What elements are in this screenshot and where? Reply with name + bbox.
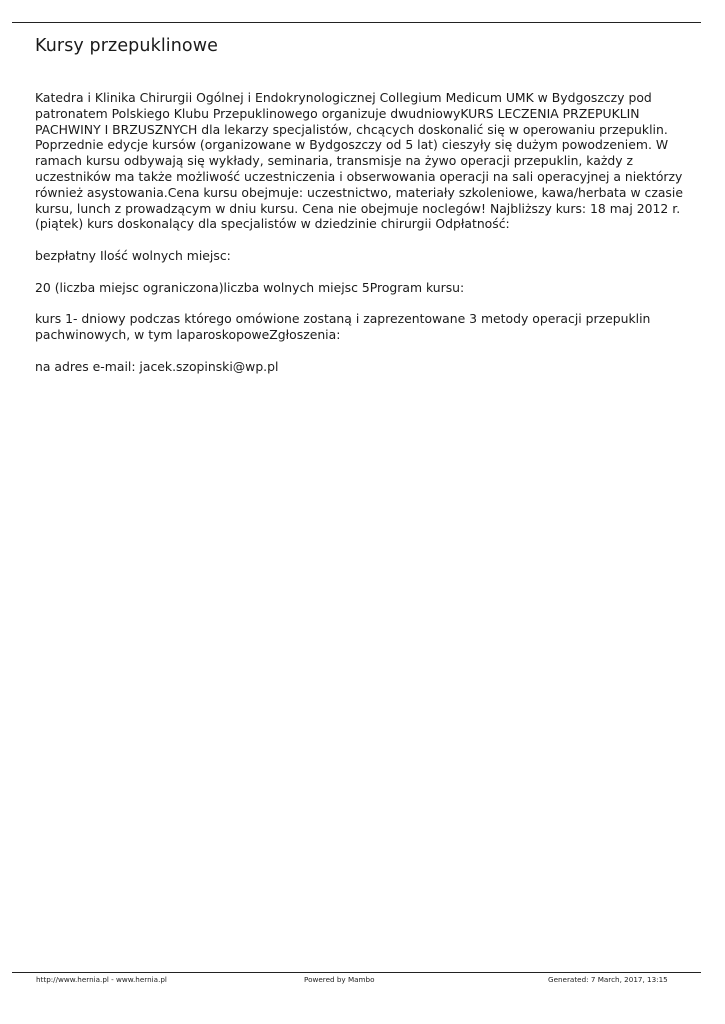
intro-line: również asystowania.Cena kursu obejmuje: uczestnictwo, materiały szkoleniowe, kawa/herbata w czasie [35,184,683,200]
program-line: kurs 1- dniowy podczas którego omówione zostaną i zaprezentowane 3 metody operacji przepuklin [35,311,651,327]
fee-line: bezpłatny Ilość wolnych miejsc: [35,247,231,263]
seats-line: 20 (liczba miejsc ograniczona)liczba wolnych miejsc 5Program kursu: [35,279,465,295]
footer-divider [12,972,701,973]
intro-line: Poprzednie edycje kursów (organizowane w Bydgoszczy od 5 lat) cieszyły się dużym powodzeniem. W [35,137,669,153]
intro-line: patronatem Polskiego Klubu Przepuklinowego organizuje dwudniowyKURS LECZENIA PRZEPUKLIN [35,105,640,121]
footer-site-link: http://www.hernia.pl - www.hernia.pl [36,975,167,984]
fee-paragraph [35,248,695,264]
article-body [35,90,695,390]
intro-line: Katedra i Klinika Chirurgii Ogólnej i Endokrynologicznej Collegium Medicum UMK w Bydgoszczy pod [35,90,652,105]
contact-paragraph [35,359,695,375]
intro-line: ramach kursu odbywają się wykłady, seminaria, transmisje na żywo operacji przepuklin, każdy z [35,153,634,169]
intro-line: kursu, lunch z prowadzącym w dniu kursu. Cena nie obejmuje noclegów! Najbliższy kurs: 18 maj 2012 r. [35,200,681,216]
intro-line: PACHWINY I BRZUSZNYCH dla lekarzy specjalistów, chcących doskonalić się w operowaniu przepuklin. [35,121,668,137]
intro-line: uczestników ma także możliwość uczestniczenia i obserwowania operacji na sali operacyjnej a niektórzy [35,168,683,184]
footer-powered-by: Powered by Mambo [304,975,375,984]
seats-paragraph [35,280,695,296]
program-line: pachwinowych, w tym laparoskopoweZgłoszenia: [35,326,341,342]
header-divider [12,22,701,23]
program-paragraph [35,311,695,343]
intro-paragraph [35,90,695,232]
contact-line: na adres e-mail: jacek.szopinski@wp.pl [35,358,279,374]
footer-generated-date: Generated: 7 March, 2017, 13:15 [548,975,668,984]
intro-line: (piątek) kurs doskonalący dla specjalistów w dziedzinie chirurgii Odpłatność: [35,216,510,232]
page-title: Kursy przepuklinowe [35,36,219,56]
